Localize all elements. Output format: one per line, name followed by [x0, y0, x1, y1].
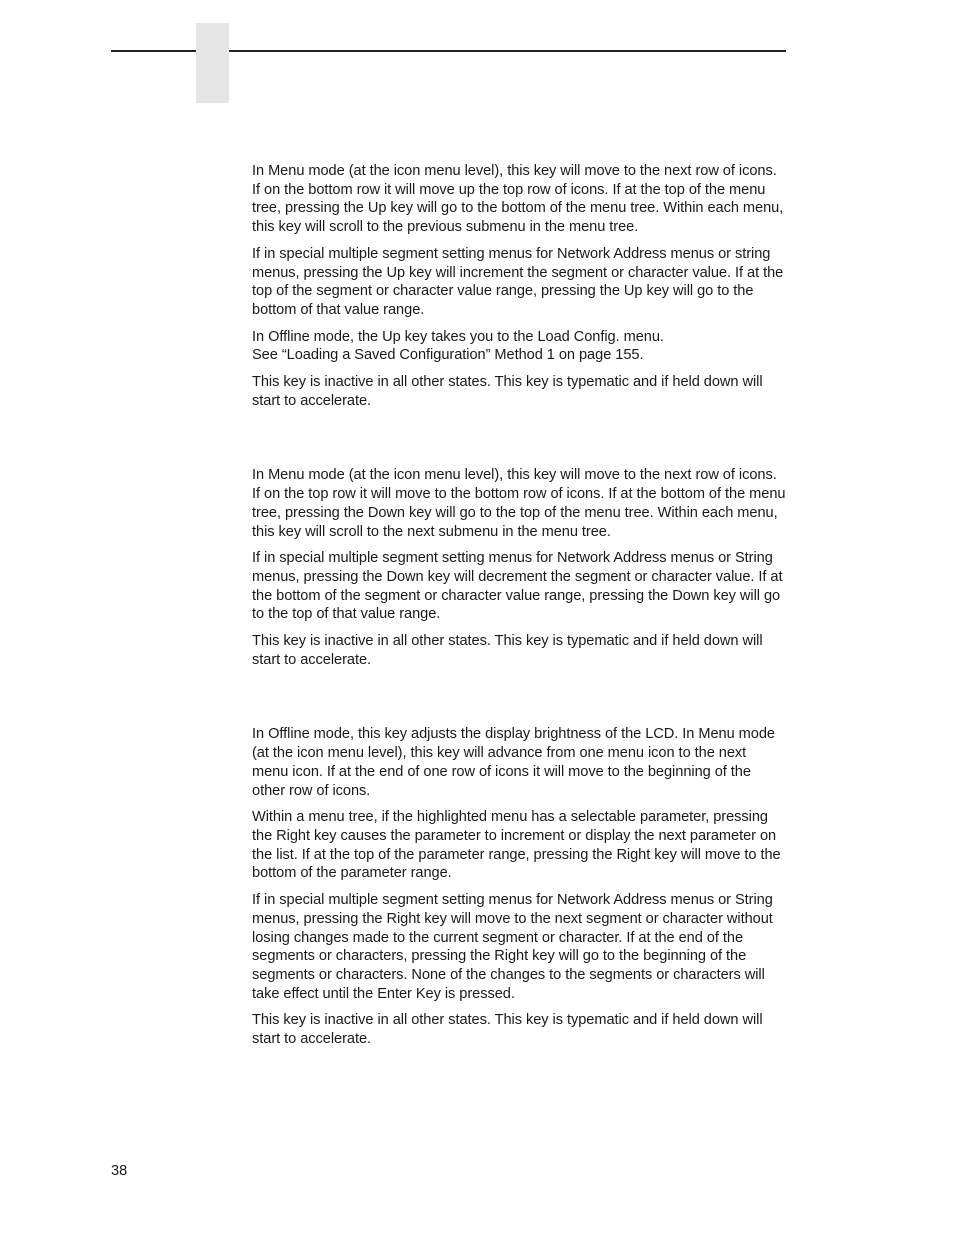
paragraph: This key is inactive in all other states. This key is typematic and if held down will start to accelerate.: [252, 1012, 763, 1048]
section-right-key: [252, 725, 786, 1048]
paragraph: In Menu mode (at the icon menu level), this key will move to the next row of icons. If on the bottom row it will move up the top row of icons. If at the top of the menu tree, pressing the Up key will go to the bottom of the menu tree. Within each menu, this key will scroll to the previous submenu in the menu tree.: [252, 163, 784, 236]
cross-reference-link[interactable]: See “Loading a Saved Configuration” Method 1 on page 155.: [252, 347, 644, 364]
section-up-key: [252, 162, 786, 410]
paragraph: In Menu mode (at the icon menu level), this key will move to the next row of icons. If on the top row it will move to the bottom row of icons. If at the bottom of the menu tree, pressing the Down key will go to the top of the menu tree. Within each menu, this key will scroll to the next submenu in the menu tree.: [252, 467, 786, 540]
paragraph: If in special multiple segment setting menus for Network Address menus or String menus, pressing the Right key will move to the next segment or character without losing changes made to the current segment or character. If at the end of the segments or characters, pressing the Right key will go to the beginning of the segments or characters. None of the changes to the segments or characters will take effect until the Enter Key is pressed.: [252, 892, 773, 1002]
paragraph-line: In Offline mode, the Up key takes you to the Load Config. menu.: [252, 328, 664, 345]
paragraph: Within a menu tree, if the highlighted menu has a selectable parameter, pressing the Right key causes the parameter to increment or display the next parameter on the list. If at the top of the parameter range, pressing the Right key will move to the bottom of the parameter range.: [252, 809, 781, 882]
page-content: [252, 162, 786, 1049]
paragraph: This key is inactive in all other states. This key is typematic and if held down will start to accelerate.: [252, 633, 763, 668]
paragraph: If in special multiple segment setting menus for Network Address menus or string menus, pressing the Up key will increment the segment or character value. If at the top of the segment or character value range, pressing the Up key will go to the bottom of that value range.: [252, 245, 784, 318]
section-down-key: [252, 466, 786, 669]
paragraph: This key is inactive in all other states. This key is typematic and if held down will start to accelerate.: [252, 374, 763, 409]
paragraph: If in special multiple segment setting menus for Network Address menus or String menus, pressing the Down key will decrement the segment or character value. If at the bottom of the segment or character value range, pressing the Down key will go to the top of that value range.: [252, 550, 783, 623]
header-tab-marker: [196, 23, 229, 103]
paragraph: In Offline mode, this key adjusts the display brightness of the LCD. In Menu mode (at the icon menu level), this key will advance from one menu icon to the next menu icon. If at the end of one row of icons it will move to the beginning of the other row of icons.: [252, 726, 775, 799]
page-number: 38: [111, 1163, 128, 1179]
paragraph-offline-up: [252, 328, 786, 365]
